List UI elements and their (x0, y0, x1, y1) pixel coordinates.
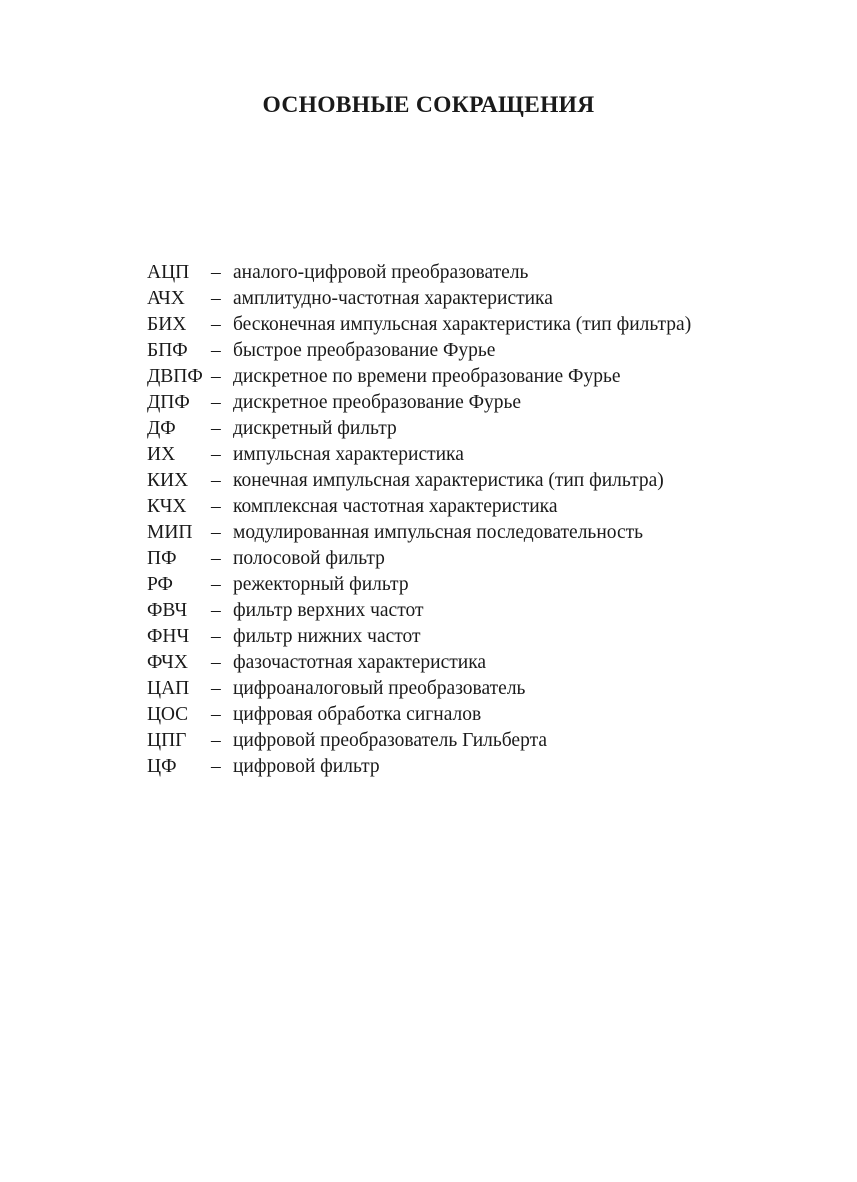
abbreviation-definition: комплексная частотная характеристика (233, 496, 558, 517)
abbreviation-row (147, 416, 767, 442)
abbreviation-term: ПФ (147, 548, 177, 569)
abbreviation-row (147, 598, 767, 624)
abbreviation-row (147, 260, 767, 286)
dash-separator: – (211, 704, 221, 725)
abbreviation-term: ДПФ (147, 392, 190, 413)
dash-separator: – (211, 626, 221, 647)
abbreviation-row (147, 728, 767, 754)
abbreviation-row (147, 442, 767, 468)
abbreviation-term: ФВЧ (147, 600, 188, 621)
abbreviation-row (147, 494, 767, 520)
abbreviation-definition: фильтр верхних частот (233, 600, 424, 621)
abbreviation-term: БПФ (147, 340, 188, 361)
abbreviation-definition: дискретное по времени преобразование Фурье (233, 366, 621, 387)
abbreviation-row (147, 286, 767, 312)
abbreviation-row (147, 468, 767, 494)
dash-separator: – (211, 652, 221, 673)
abbreviation-term: ДВПФ (147, 366, 203, 387)
abbreviation-term: ЦФ (147, 756, 177, 777)
abbreviation-term: ДФ (147, 418, 176, 439)
abbreviation-term: ФНЧ (147, 626, 190, 647)
dash-separator: – (211, 574, 221, 595)
abbreviation-term: БИХ (147, 314, 187, 335)
abbreviation-row (147, 312, 767, 338)
abbreviation-term: ЦПГ (147, 730, 187, 751)
abbreviation-row (147, 338, 767, 364)
abbreviation-definition: амплитудно-частотная характеристика (233, 288, 553, 309)
abbreviation-definition: режекторный фильтр (233, 574, 409, 595)
abbreviation-definition: цифровой преобразователь Гильберта (233, 730, 547, 751)
abbreviation-row (147, 364, 767, 390)
dash-separator: – (211, 444, 221, 465)
abbreviation-definition: фильтр нижних частот (233, 626, 421, 647)
abbreviation-definition: цифровая обработка сигналов (233, 704, 482, 725)
dash-separator: – (211, 418, 221, 439)
dash-separator: – (211, 548, 221, 569)
page-title: ОСНОВНЫЕ СОКРАЩЕНИЯ (262, 92, 595, 118)
abbreviation-term: КЧХ (147, 496, 187, 517)
abbreviation-term: ЦОС (147, 704, 189, 725)
dash-separator: – (211, 600, 221, 621)
dash-separator: – (211, 730, 221, 751)
abbreviation-definition: цифроаналоговый преобразователь (233, 678, 526, 699)
dash-separator: – (211, 314, 221, 335)
abbreviation-definition: импульсная характеристика (233, 444, 464, 465)
dash-separator: – (211, 522, 221, 543)
abbreviation-list (147, 260, 767, 780)
dash-separator: – (211, 392, 221, 413)
abbreviation-term: МИП (147, 522, 193, 543)
abbreviation-term: АЧХ (147, 288, 185, 309)
abbreviation-definition: дискретное преобразование Фурье (233, 392, 522, 413)
abbreviation-row (147, 520, 767, 546)
abbreviation-term: ИХ (147, 444, 176, 465)
abbreviation-definition: цифровой фильтр (233, 756, 380, 777)
dash-separator: – (211, 678, 221, 699)
abbreviation-term: РФ (147, 574, 173, 595)
dash-separator: – (211, 340, 221, 361)
abbreviation-definition: модулированная импульсная последовательность (233, 522, 644, 543)
abbreviation-definition: полосовой фильтр (233, 548, 385, 569)
abbreviation-term: АЦП (147, 262, 190, 283)
abbreviation-term: ЦАП (147, 678, 190, 699)
dash-separator: – (211, 288, 221, 309)
abbreviation-definition: фазочастотная характеристика (233, 652, 487, 673)
abbreviation-term: КИХ (147, 470, 189, 491)
abbreviation-row (147, 702, 767, 728)
dash-separator: – (211, 262, 221, 283)
abbreviation-term: ФЧХ (147, 652, 188, 673)
abbreviation-row (147, 390, 767, 416)
abbreviation-definition: конечная импульсная характеристика (тип фильтра) (233, 470, 664, 491)
abbreviation-definition: быстрое преобразование Фурье (233, 340, 496, 361)
abbreviation-row (147, 650, 767, 676)
dash-separator: – (211, 366, 221, 387)
abbreviation-row (147, 572, 767, 598)
abbreviation-definition: аналого-цифровой преобразователь (233, 262, 529, 283)
dash-separator: – (211, 756, 221, 777)
abbreviation-definition: дискретный фильтр (233, 418, 397, 439)
abbreviation-row (147, 546, 767, 572)
abbreviation-row (147, 754, 767, 780)
abbreviation-row (147, 624, 767, 650)
dash-separator: – (211, 470, 221, 491)
dash-separator: – (211, 496, 221, 517)
abbreviation-definition: бесконечная импульсная характеристика (тип фильтра) (233, 314, 692, 335)
abbreviation-row (147, 676, 767, 702)
